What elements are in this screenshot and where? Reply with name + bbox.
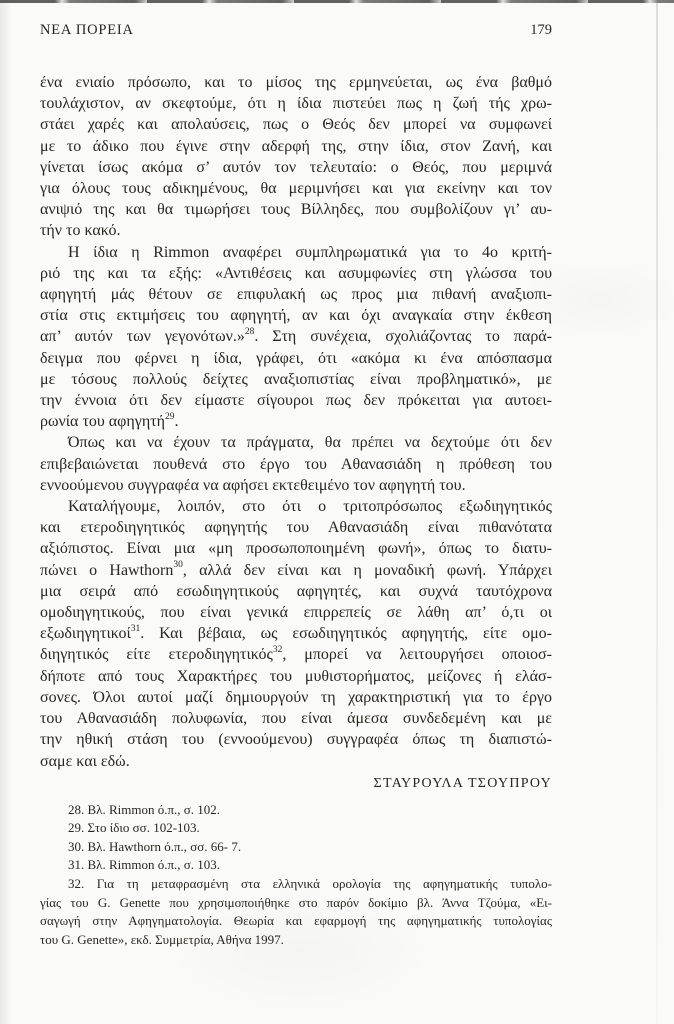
text-line: ρωνία του αφηγητή$^{29}$.	[40, 411, 179, 431]
text-line: Η ίδια η Rimmon αναφέρει συμπληρωματικά για το 4ο κριτή-	[68, 243, 552, 261]
text-line: τουλάχιστον, αν σκεφτούμε, ότι η ίδια πιστεύει πως η ζωή τής χρω-	[40, 95, 552, 113]
text-line: του G. Genette», εκδ. Συμμετρία, Αθήνα 1997.	[40, 931, 284, 947]
footnote-ref: 31	[130, 623, 141, 634]
text-line: και ετεροδιηγητικός αφηγητής του Αθανασιάδη είναι πιθανότατα	[40, 519, 552, 537]
text-line: δειγμα που φέρνει η ίδια, γράφει, ότι «ακόμα κι ένα απόσπασμα	[40, 349, 552, 367]
footnote-ref: 29	[165, 411, 175, 422]
page-content	[40, 72, 552, 949]
paragraph	[40, 242, 552, 433]
text-line: την ηθική στάση του (εννοούμενου) συγγραφέα όπως τη διαπιστώ-	[40, 731, 552, 749]
text-line: γίνεται ίσως ακόμα σ’ αυτόν τον τελευταίο: ο Θεός, που μεριμνά	[40, 158, 552, 176]
text-line: στία στις εκτιμήσεις του αφηγητή, αν και όχι αναγκαία στην έκθεση	[40, 307, 552, 325]
text-line: σονες. Όλοι αυτοί μαζί δημιουργούν τη χαρακτηριστική για το έργο	[40, 688, 552, 706]
paragraph	[40, 496, 552, 772]
text-line: 31. Βλ. Rimmon ό.π., σ. 103.	[68, 857, 221, 873]
footnote-ref: 32	[272, 645, 283, 656]
text-line: του Αθανασιάδη πολυφωνία, που είναι άμεσα συνδεδεμένη και με	[40, 710, 552, 728]
text-line: μια σειρά από εσωδιηγητικούς αφηγητές, και συχνά ταυτόχρονα	[40, 582, 552, 600]
text-line: Καταλήγουμε, λοιπόν, στο ότι ο τριτοπρόσωπος εξωδιηγητικός	[68, 498, 552, 516]
text-line: με τόσους πολλούς δείχτες αναξιοπιστίας είναι προβληματικό», με	[40, 370, 552, 388]
body-text	[40, 72, 552, 772]
text-line: με το άδικο που έγινε στην αδερφή της, στην ίδια, στον Ζανή, και	[40, 137, 552, 155]
page-number: 179	[530, 22, 552, 38]
text-line: αξιόπιστος. Είναι μια «μη προσωποποιημένη φωνή», όπως το διατυ-	[40, 540, 552, 558]
text-line: πώνει ο Hawthorn$^{30}$, αλλά δεν είναι και η μοναδική φωνή. Υπάρχει	[40, 560, 552, 579]
text-line: επιβεβαιώνεται πουθενά στο έργο του Αθανασιάδη η πρόθεση του	[40, 455, 552, 473]
scan-vertical-line-artifact	[656, 3, 658, 1024]
paragraph	[40, 72, 552, 242]
text-line: δήποτε από τους Χαρακτήρες του μυθιστορήματος, μείζονες ή ελάσ-	[40, 667, 552, 685]
text-line: εξωδιηγητικοί$^{31}$. Και βέβαια, ως εσωδιηγητικός αφηγητής, είτε ομο-	[40, 623, 552, 643]
footnote-ref: 28	[244, 327, 255, 338]
text-line: για όλους τους αδικημένους, θα μεριμνήσει και για εκείνην και τον	[40, 180, 552, 198]
text-line: την έννοια ότι δεν είμαστε σίγουροι πως δεν πρόκειται για αυτοει-	[40, 392, 552, 410]
footnote-ref: 30	[173, 560, 183, 571]
text-line: αφηγητή μάς θέτουν σε επιφυλακή ως προς μια πιθανή αναξιοπι-	[40, 286, 552, 304]
text-line: ομοδιηγητικούς, που είναι γενικά επιρρεπείς σε λάθη απ’ ό,τι οι	[40, 604, 552, 622]
journal-title: ΝΕΑ ΠΟΡΕΙΑ	[40, 22, 134, 38]
text-line: 32. Για τη μεταφρασμένη στα ελληνικά ορολογία της αφηγηματικής τυπολο-	[68, 876, 552, 892]
text-line: σαμε και εδώ.	[40, 752, 130, 770]
text-line: 30. Βλ. Hawthorn ό.π., σσ. 66- 7.	[68, 838, 242, 854]
scan-left-shade-artifact	[0, 0, 12, 1024]
text-line: στάει χαρές και απολαύσεις, πως ο Θεός δεν μπορεί να συμφωνεί	[40, 116, 552, 134]
text-line: απ’ αυτόν των γεγονότων.»$^{28}$. Στη συνέχεια, σχολιάζοντας το παρά-	[40, 327, 553, 346]
footnotes	[40, 801, 552, 950]
text-line: σαγωγή στην Αφηγηματολογία. Θεωρία και εφαρμογή της αφηγηματικής τυπολογίας	[40, 913, 552, 929]
page-header	[40, 21, 552, 39]
paragraph	[40, 432, 552, 496]
scan-top-edge-artifact	[0, 0, 674, 3]
author-signature: ΣΤΑΥΡΟΥΛΑ ΤΣΟΥΠΡΟΥ	[373, 775, 552, 791]
text-line: εννοούμενου συγγραφέα να αφήσει εκτεθειμένο τον αφηγητή του.	[40, 476, 466, 494]
text-line: διηγητικός είτε ετεροδιηγητικός$^{32}$, μπορεί να λειτουργήσει οποιοσ-	[40, 645, 552, 664]
text-line: ανιψιό της και θα τιμωρήσει τους Βίλληδες, που συμβολίζουν γι’ αυ-	[40, 201, 552, 219]
text-line: 28. Βλ. Rimmon ό.π., σ. 102.	[68, 801, 221, 817]
text-line: τήν το κακό.	[40, 222, 121, 240]
text-line: Όπως και να έχουν τα πράγματα, θα πρέπει να δεχτούμε ότι δεν	[68, 434, 552, 452]
text-line: ένα ενιαίο πρόσωπο, και το μίσος της ερμηνεύεται, ως ένα βαθμό	[40, 74, 552, 91]
text-line: 29. Στο ίδιο σσ. 102-103.	[68, 820, 200, 836]
text-line: γίας του G. Genette που χρησιμοποιήθηκε στο παρόν δοκίμιο βλ. Άννα Τζούμα, «Ει-	[40, 894, 552, 910]
text-line: ριό της και τα εξής: «Αντιθέσεις και ασυμφωνίες στη γλώσσα του	[40, 264, 552, 282]
